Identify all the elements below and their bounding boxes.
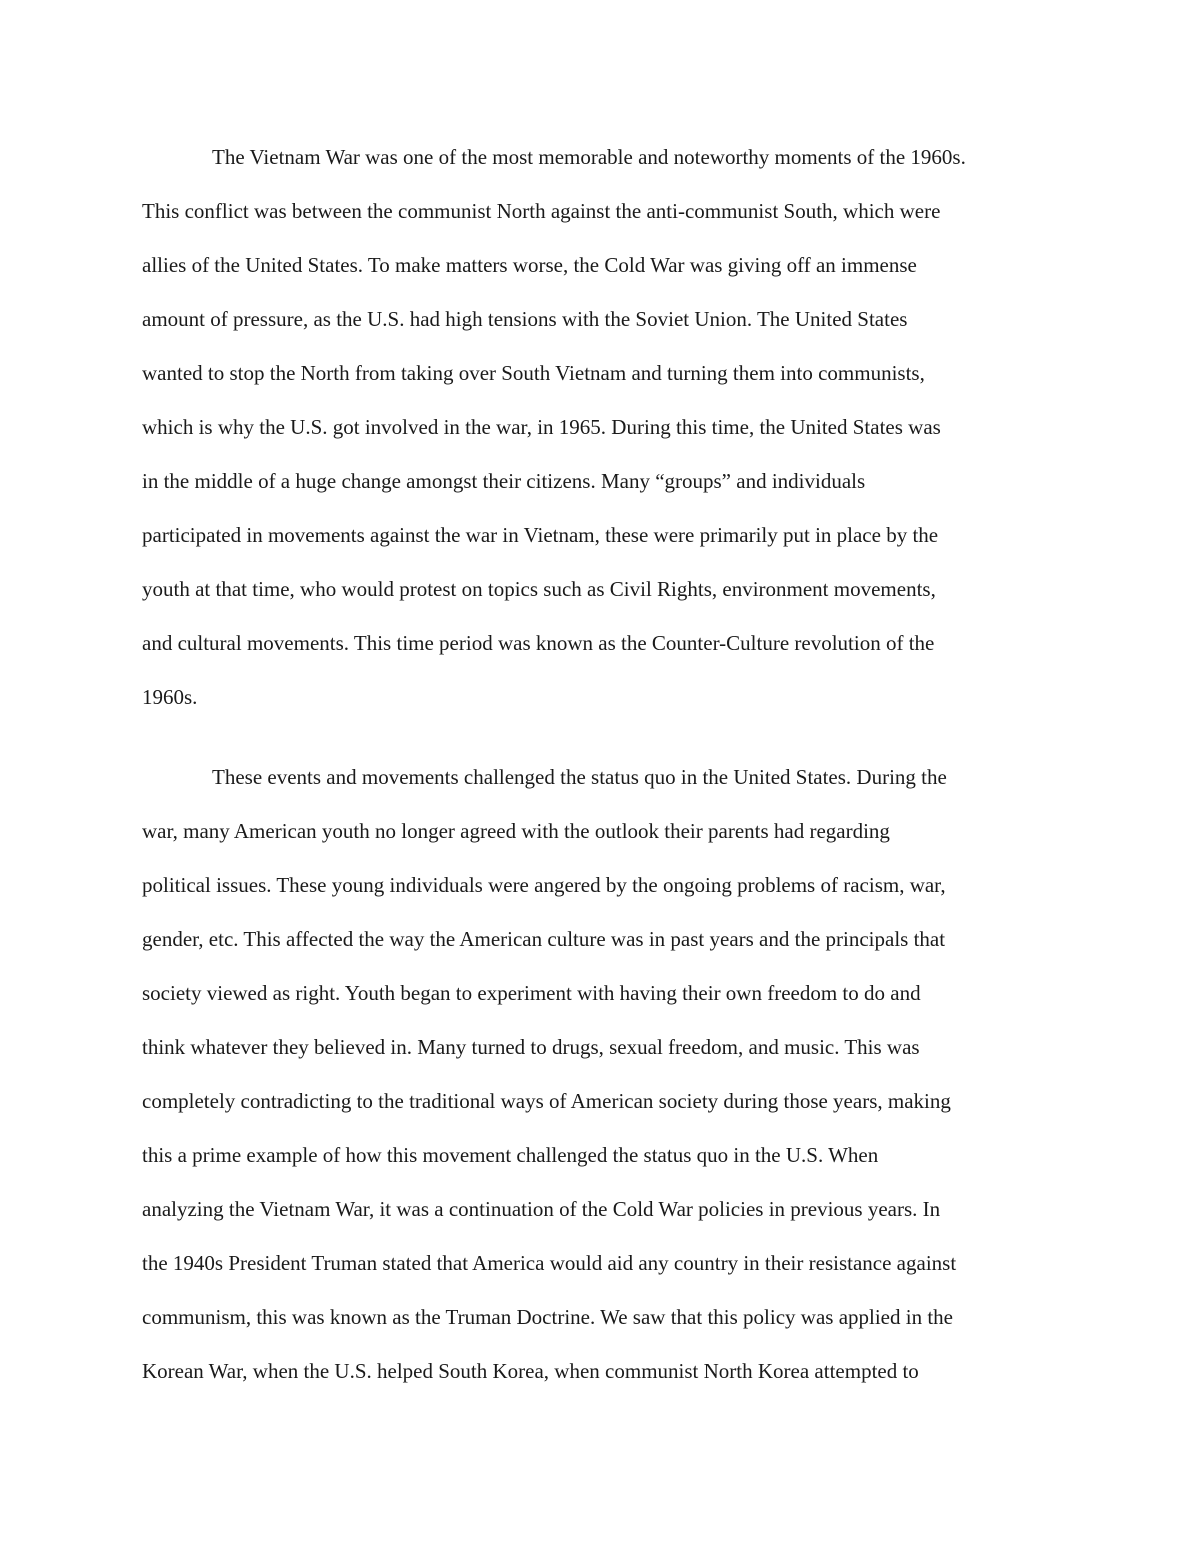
- paragraph-line: in the middle of a huge change amongst their citizens. Many “groups” and individuals: [142, 469, 866, 493]
- paragraph-line: the 1940s President Truman stated that America would aid any country in their resistance against: [142, 1251, 957, 1275]
- paragraph-line: which is why the U.S. got involved in the war, in 1965. During this time, the United States was: [142, 415, 941, 439]
- paragraph-line: allies of the United States. To make matters worse, the Cold War was giving off an immense: [142, 253, 917, 277]
- paragraph-line: communism, this was known as the Truman Doctrine. We saw that this policy was applied in the: [142, 1305, 953, 1329]
- paragraph-line: political issues. These young individuals were angered by the ongoing problems of racism, war,: [142, 873, 946, 897]
- paragraph-line: participated in movements against the war in Vietnam, these were primarily put in place by the: [142, 523, 939, 547]
- paragraph-line: society viewed as right. Youth began to experiment with having their own freedom to do and: [142, 981, 921, 1005]
- paragraph-line: amount of pressure, as the U.S. had high tensions with the Soviet Union. The United States: [142, 307, 908, 331]
- paragraph-line: completely contradicting to the traditional ways of American society during those years, making: [142, 1089, 951, 1113]
- paragraph-spacer: [142, 724, 1062, 750]
- paragraph-line: and cultural movements. This time period was known as the Counter-Culture revolution of the: [142, 631, 935, 655]
- paragraph-line: wanted to stop the North from taking over South Vietnam and turning them into communists,: [142, 361, 925, 385]
- paragraph-line: 1960s.: [142, 685, 198, 709]
- paragraph-line: gender, etc. This affected the way the American culture was in past years and the principals that: [142, 927, 946, 951]
- paragraph-line: This conflict was between the communist North against the anti-communist South, which were: [142, 199, 941, 223]
- paragraph-line: war, many American youth no longer agreed with the outlook their parents had regarding: [142, 819, 890, 843]
- paragraph-1: [142, 130, 1062, 724]
- paragraph-2: [142, 750, 1062, 1398]
- paragraph-line: this a prime example of how this movement challenged the status quo in the U.S. When: [142, 1143, 879, 1167]
- paragraph-line: think whatever they believed in. Many turned to drugs, sexual freedom, and music. This was: [142, 1035, 920, 1059]
- paragraph-line: Korean War, when the U.S. helped South Korea, when communist North Korea attempted to: [142, 1359, 919, 1383]
- paragraph-line: The Vietnam War was one of the most memorable and noteworthy moments of the 1960s.: [212, 145, 966, 169]
- paragraph-line: These events and movements challenged the status quo in the United States. During the: [212, 765, 947, 789]
- paragraph-line: youth at that time, who would protest on topics such as Civil Rights, environment movements,: [142, 577, 936, 601]
- document-body: [142, 130, 1062, 1398]
- paragraph-line: analyzing the Vietnam War, it was a continuation of the Cold War policies in previous years. In: [142, 1197, 941, 1221]
